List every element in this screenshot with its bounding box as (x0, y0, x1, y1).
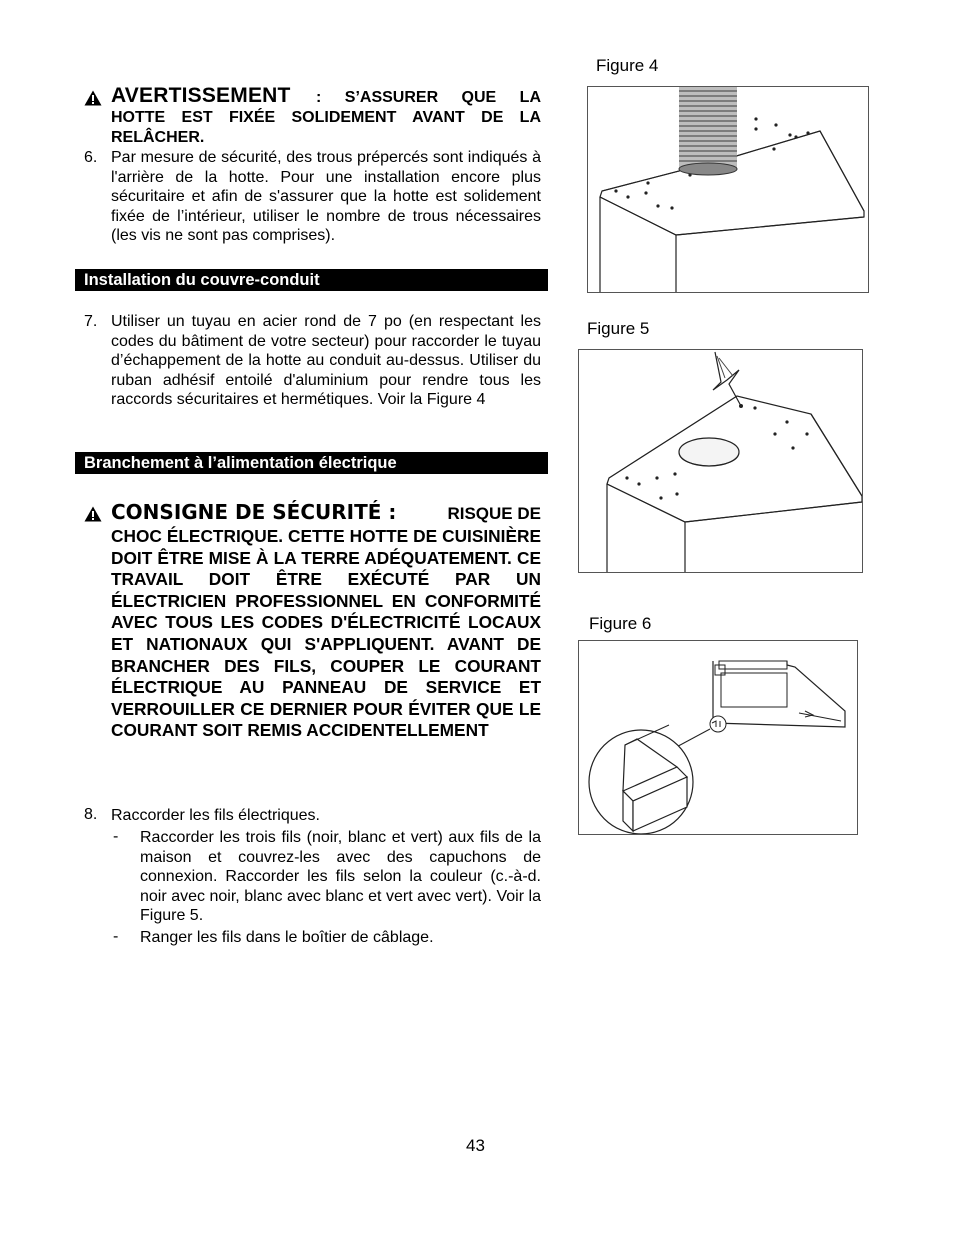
hood-with-duct-illustration (588, 87, 868, 292)
figure-6-label: Figure 6 (589, 614, 652, 633)
bullet-dash: - (113, 928, 119, 945)
figure-4-illustration (587, 86, 869, 293)
step-6-text: Par mesure de sécurité, des trous prépercés sont indiqués à l'arrière de la hotte. Pour une installation encore plus sécuritaire et afin de s'assurer que la hotte est solidement fixée de l’intérieur, utiliser le nombre de trous nécessaires (les vis ne sont pas comprises). (111, 149, 541, 245)
bullet-text: Ranger les fils dans le boîtier de câblage. (140, 929, 434, 946)
warning-lead: : S’ASSURER QUE LA (316, 89, 541, 106)
hood-top-wiring-illustration (579, 350, 862, 572)
warning-title: AVERTISSEMENT (111, 84, 291, 107)
page-number: 43 (466, 1136, 485, 1155)
figure-6-illustration (578, 640, 858, 835)
figure-5-illustration (578, 349, 863, 573)
figure-5-label: Figure 5 (587, 319, 650, 338)
safety-lead: RISQUE DE (447, 504, 541, 523)
warning-icon (84, 506, 102, 522)
warning-icon (84, 90, 102, 106)
section-header-duct-cover: Installation du couvre-conduit (75, 269, 548, 291)
figure-4-label: Figure 4 (596, 56, 659, 75)
bullet-text: Raccorder les trois fils (noir, blanc et vert) aux fils de la maison et couvrez-les avec des capuchons de connexion. Raccorder les fils selon la couleur (c.-à-d. noir avec noir, blanc avec blanc et vert avec vert). Voir la Figure 5. (140, 829, 541, 925)
step-8-number: 8. (84, 806, 98, 823)
warning-body: HOTTE EST FIXÉE SOLIDEMENT AVANT DE LA RELÂCHER. (111, 109, 541, 146)
safety-body: CHOC ÉLECTRIQUE. CETTE HOTTE DE CUISINIÈRE DOIT ÊTRE MISE À LA TERRE ADÉQUATEMENT. CE TRAVAIL DOIT ÊTRE EXÉCUTÉ PAR UN ÉLECTRICIEN PROFESSIONNEL EN CONFORMITÉ AVEC TOUS LES CODES D'ÉLECTRICITÉ LOCAUX ET NATIONAUX QUI S'APPLIQUENT. AVANT DE BRANCHER DES FILS, COUPER LE COURANT ÉLECTRIQUE AU PANNEAU DE SERVICE ET VERROUILLER CE DERNIER POUR ÉVITER QUE LE COURANT SOIT REMIS ACCIDENTELLEMENT (111, 526, 541, 741)
safety-title: CONSIGNE DE SÉCURITÉ : (111, 500, 397, 524)
step-7-text: Utiliser un tuyau en acier rond de 7 po (en respectant les codes du bâtiment de votre secteur) pour raccorder le tuyau d’échappement de la hotte au conduit au-dessus. Utiliser du ruban adhésif entoilé d'aluminium pour rendre tous les raccords sécuritaires et hermétiques. Voir la Figure 4 (111, 313, 541, 409)
hood-side-bracket-illustration (579, 641, 857, 834)
section-header-electrical: Branchement à l’alimentation électrique (75, 452, 548, 474)
step-6-number: 6. (84, 149, 98, 166)
step-8-text: Raccorder les fils électriques. (111, 807, 320, 824)
bullet-dash: - (113, 828, 119, 845)
step-7-number: 7. (84, 313, 98, 330)
